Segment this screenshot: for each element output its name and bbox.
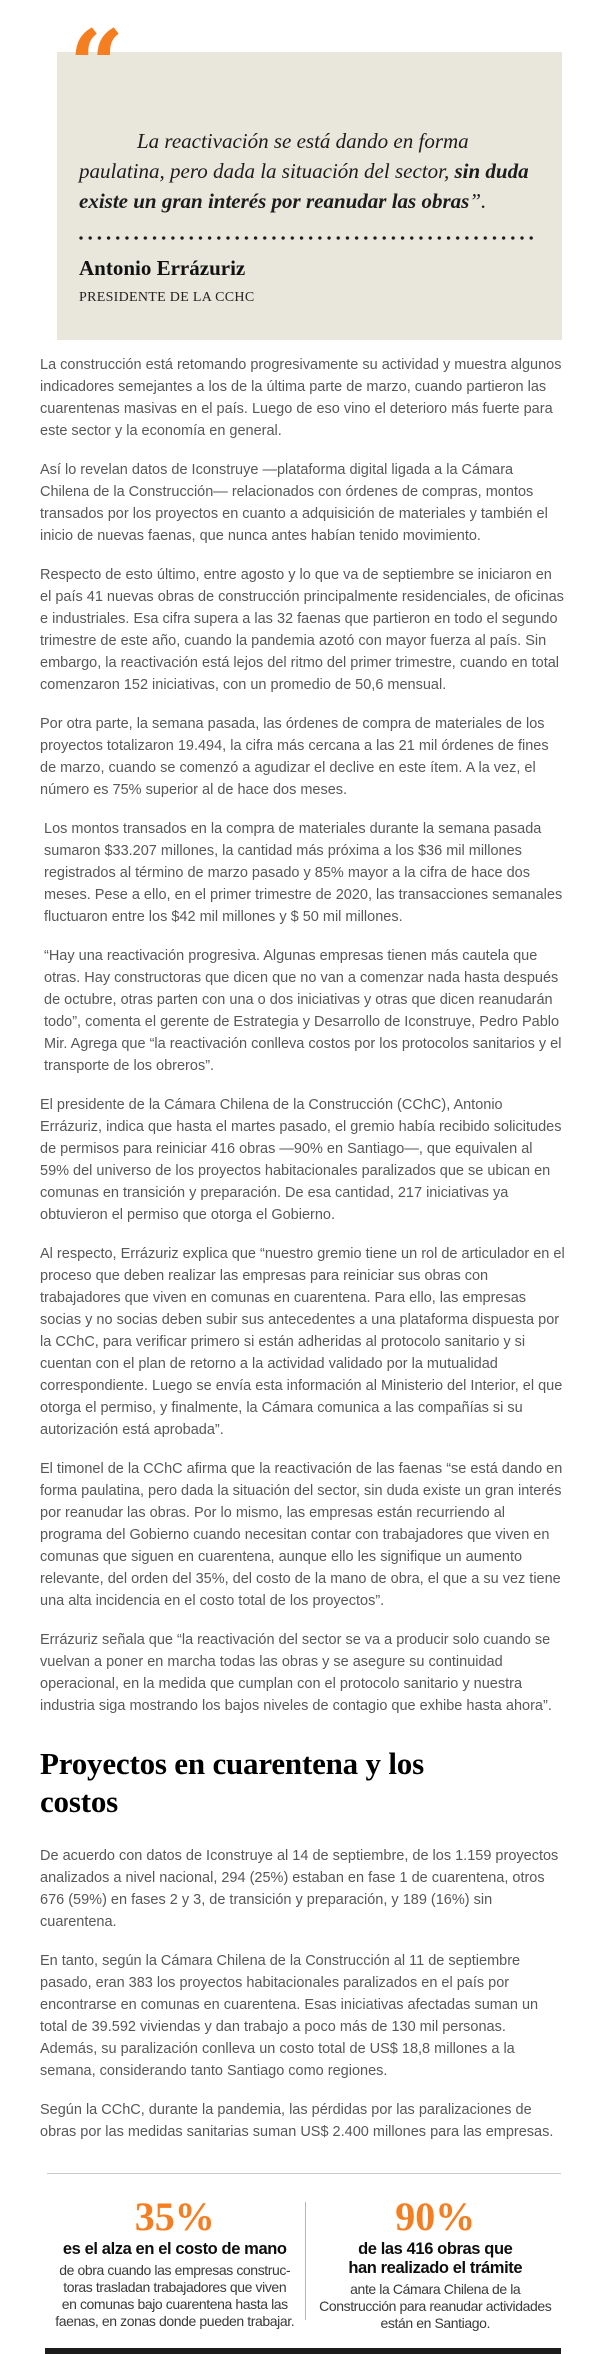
- quote-author-role: PRESIDENTE DE LA CCHC: [79, 290, 255, 305]
- stat-right-title: de las 416 obras que han realizado el trámite: [348, 2240, 523, 2277]
- quote-text-suffix: ”.: [469, 189, 487, 213]
- section-heading: Proyectos en cuarentena y los costos: [40, 1746, 424, 1819]
- paragraph: “Hay una reactivación progresiva. Algunas empresas tienen más cautela que otras. Hay constructoras que dicen que no van a comenzar nada hasta después de octubre, otras parten con una o dos iniciativas y otras que dicen reanudarán todo”, comenta el gerente de Estrategia y Desarrollo de Iconstruye, Pedro Pablo Mir. Agrega que “la reactivación conlleva costos por los protocolos sanitarios y el transporte de los obreros”.: [44, 948, 562, 1074]
- quote-icon: “: [69, 9, 125, 122]
- quote-text: [79, 126, 538, 216]
- thin-divider: [47, 2173, 561, 2174]
- paragraph: Los montos transados en la compra de materiales durante la semana pasada sumaron $33.207 millones, la cantidad más próxima a los $36 mil millones registrados al término de marzo pasado y 85% mayor a la cifra de hace dos meses. Pese a ello, en el primer trimestre de 2020, las transacciones semanales fluctuaron entre los $42 mil millones y $ 50 mil millones.: [44, 821, 563, 925]
- indented-paragraphs: [40, 818, 565, 1077]
- stat-left-value: 35%: [134, 2194, 215, 2239]
- section-paragraphs: [40, 1845, 565, 2143]
- bottom-bar: [45, 2348, 561, 2354]
- paragraph: Respecto de esto último, entre agosto y lo que va de septiembre se iniciaron en el país 41 nuevas obras de construcción principalmente residenciales, de oficinas e industriales. Esa cifra supera a las 32 faenas que partieron en todo el segundo trimestre de este año, cuando la pandemia azotó con mayor fuerza al país. Sin embargo, la reactivación está lejos del ritmo del primer trimestre, cuando en total comenzaron 152 iniciativas, con un promedio de 50,6 mensual.: [40, 567, 564, 693]
- paragraph: Así lo revelan datos de Iconstruye —plataforma digital ligada a la Cámara Chilena de la Construcción— relacionados con órdenes de compras, montos transados por los proyectos en cuanto a adquisición de materiales y también el inicio de nuevas faenas, que nunca antes habían tenido movimiento.: [40, 462, 548, 544]
- stat-left: [45, 2196, 305, 2332]
- article-body: [40, 354, 565, 2143]
- stat-right-description: ante la Cámara Chilena de la Construcción para reanudar actividades están en Santiago.: [319, 2281, 552, 2331]
- paragraph: En tanto, según la Cámara Chilena de la Construcción al 11 de septiembre pasado, eran 383 los proyectos habitacionales paralizados en el país por encontrarse en comunas en cuarentena. Esas iniciativas afectadas suman un total de 39.592 viviendas y dan trabajo a poco más de 130 mil personas. Además, su paralización conlleva un costo total de US$ 18,8 millones a la semana, considerando tanto Santiago como regiones.: [40, 1953, 539, 2079]
- intro-paragraphs: [40, 354, 565, 801]
- paragraph: El timonel de la CChC afirma que la reactivación de las faenas “se está dando en forma paulatina, pero dada la situación del sector, sin duda existe un gran interés por reanudar las obras. Por lo mismo, las empresas están recurriendo al programa del Gobierno cuando necesitan contar con trabajadores que viven en comunas que siguen en cuarentena, aunque ello les signifique un aumento relevante, del orden del 35%, del costo de la mano de obra, el que a su vez tiene una alta incidencia en el costo total de los proyectos”.: [40, 1461, 563, 1609]
- stat-right-value: 90%: [395, 2194, 476, 2239]
- paragraph: El presidente de la Cámara Chilena de la Construcción (CChC), Antonio Errázuriz, indica que hasta el martes pasado, el gremio había recibido solicitudes de permisos para reiniciar 416 obras —90% en Santiago—, que equivalen al 59% del universo de los proyectos habitacionales paralizados que se ubican en comunas en transición y preparación. De esa cantidad, 217 iniciativas ya obtuvieron el permiso que otorga el Gobierno.: [40, 1097, 562, 1223]
- paragraph: Por otra parte, la semana pasada, las órdenes de compra de materiales de los proyectos totalizaron 19.494, la cifra más cercana a las 21 mil órdenes de fines de marzo, cuando se comenzó a agudizar el declive en este ítem. A la vez, el número es 75% superior al de hace dos meses.: [40, 716, 549, 798]
- paragraph: La construcción está retomando progresivamente su actividad y muestra algunos indicadores semejantes a los de la última parte de marzo, cuando partieron las cuarentenas masivas en el país. Luego de eso vino el deterioro más fuerte para este sector y la economía en general.: [40, 357, 562, 439]
- stat-left-title: es el alza en el costo de mano: [62, 2240, 287, 2258]
- mid-paragraphs: [40, 1094, 565, 1717]
- dotted-divider: [79, 236, 538, 240]
- paragraph: Al respecto, Errázuriz explica que “nuestro gremio tiene un rol de articulador en el proceso que deben realizar las empresas para reiniciar sus obras con trabajadores que viven en comunas en cuarentena. Para ello, las empresas socias y no socias deben subir sus antecedentes a una plataforma dispuesta por la CChC, para verificar primero si están adheridas al protocolo sanitario y si cuentan con el plan de retorno a la actividad validado por la mutualidad correspondiente. Luego se envía esta información al Ministerio del Interior, el que otorga el permiso, y finalmente, la Cámara comunica a las compañías si su autorización está aprobada”.: [40, 1246, 565, 1438]
- stat-right: [306, 2196, 566, 2332]
- stat-left-description: de obra cuando las empresas construc- toras trasladan trabajadores que viven en comunas bajo cuarentena hasta las faenas, en zonas donde pueden trabajar.: [55, 2262, 295, 2329]
- pull-quote-card: [57, 9, 562, 340]
- quote-author: Antonio Errázuriz: [79, 256, 246, 280]
- paragraph: Según la CChC, durante la pandemia, las pérdidas por las paralizaciones de obras por las medidas sanitarias suman US$ 2.400 millones para las empresas.: [40, 2102, 554, 2140]
- stats-row: [45, 2196, 565, 2332]
- quote-text-bold: sin duda existe un gran interés por reanudar las obras: [79, 159, 529, 213]
- quote-text-regular: La reactivación se está dando en forma paulatina, pero dada la situación del sector,: [79, 129, 469, 183]
- paragraph: De acuerdo con datos de Iconstruye al 14 de septiembre, de los 1.159 proyectos analizados a nivel nacional, 294 (25%) estaban en fase 1 de cuarentena, otros 676 (59%) en fases 2 y 3, de transición y preparación, y 189 (16%) sin cuarentena.: [40, 1848, 559, 1930]
- paragraph: Errázuriz señala que “la reactivación del sector se va a producir solo cuando se vuelvan a poner en marcha todas las obras y se asegure su continuidad operacional, en la medida que cumplan con el protocolo sanitario y nuestra industria siga mostrando los bajos niveles de contagio que exhibe hasta ahora”.: [40, 1632, 552, 1714]
